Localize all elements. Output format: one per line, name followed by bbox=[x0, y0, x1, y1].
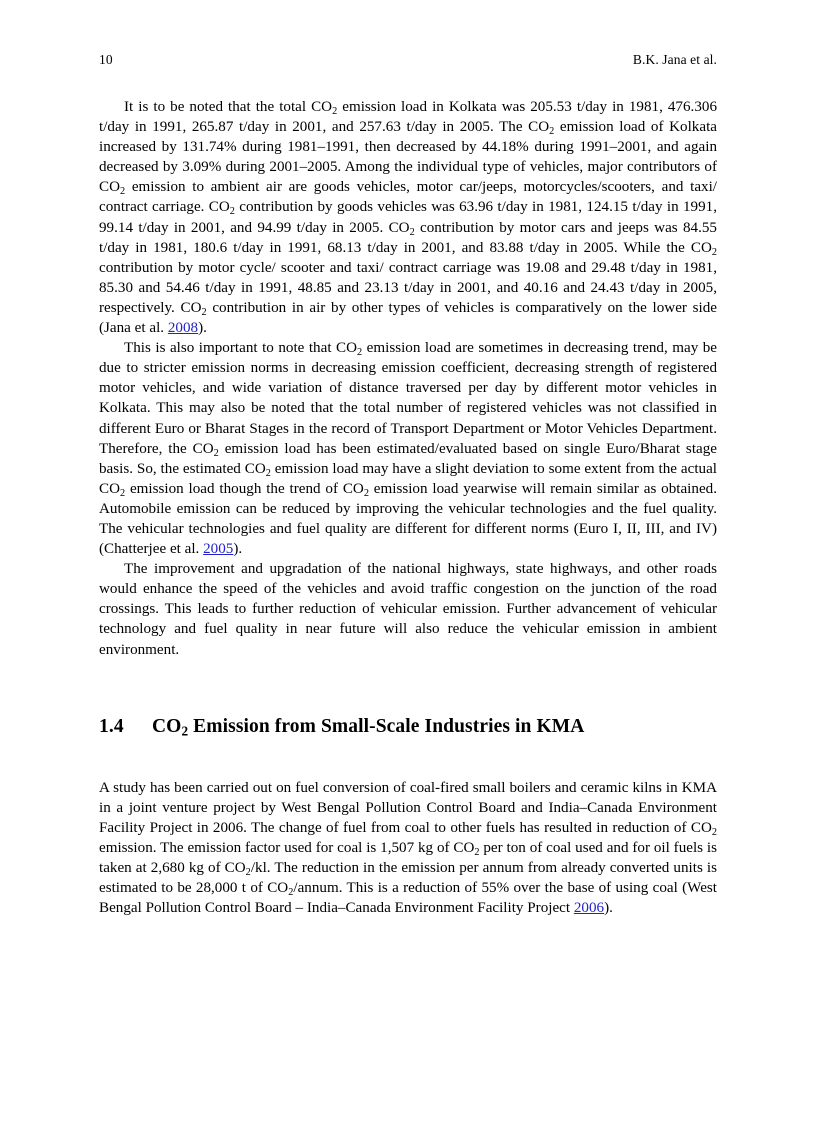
text-run: emission. The emission factor used for coal is 1,507 kg of CO bbox=[99, 839, 475, 856]
text-run: emission load are sometimes in decreasing trend, may be due to stricter emission norms in decreasing emission coefficient, decreasing strength of registered motor vehicles, and wide variation of distance traversed per day by different motor vehicles in Kolkata. This may also be noted that the total number of registered vehicles was not classified in different Euro or Bharat Stages in the record of Transport Department or Motor Vehicles Department. Therefore, the CO bbox=[99, 340, 718, 457]
citation-link-chatterjee-2005[interactable]: 2005 bbox=[203, 541, 234, 558]
subscript-2: 2 bbox=[711, 246, 717, 258]
text-run: contribution by goods vehicles was 63.96 t/day in 1981, 124.15 t/day in 1991, 99.14 t/day in 2001, and 94.99 t/day in 2005. CO bbox=[99, 199, 717, 236]
subscript-2: 2 bbox=[265, 467, 271, 479]
subscript-2: 2 bbox=[409, 226, 415, 238]
text-run: ). bbox=[604, 900, 613, 917]
subscript-2: 2 bbox=[549, 125, 555, 137]
paragraph-co2-emission-load bbox=[99, 97, 717, 338]
text-run: contribution by motor cycle/ scooter and taxi/ contract carriage was 19.08 and 29.48 t/day in 1981, 85.30 and 54.46 t/day in 1991, 48.85 and 23.13 t/day in 2001, and 40.16 and 24.43 t/day in 2005, respectively. CO bbox=[99, 259, 717, 316]
text-run: /annum. This is a reduction of 55% over the base of using coal (West Bengal Pollution Control Board – India–Canada Environment Facility Project bbox=[99, 880, 717, 917]
subscript-2: 2 bbox=[120, 186, 126, 198]
text-run: contribution by motor cars and jeeps was 84.55 t/day in 1981, 180.6 t/day in 1991, 68.13 t/day in 2001, and 83.88 t/day in 2005. While the CO bbox=[99, 219, 717, 256]
text-run: per ton of coal used and for oil fuels is taken at 2,680 kg of CO bbox=[99, 839, 717, 876]
text-run: CO bbox=[152, 715, 182, 737]
body-text-column bbox=[99, 97, 717, 918]
text-run: ). bbox=[198, 320, 207, 337]
section-heading-1-4 bbox=[99, 715, 717, 739]
text-run: Emission from Small-Scale Industries in KMA bbox=[188, 715, 585, 737]
paragraph-small-scale-industries bbox=[99, 778, 717, 919]
citation-link-jana-2008[interactable]: 2008 bbox=[167, 320, 199, 337]
subscript-2: 2 bbox=[213, 447, 219, 459]
text-run: ). bbox=[233, 541, 243, 558]
text-run: emission load yearwise will remain similar as obtained. Automobile emission can be reduced by improving the vehicular technologies and the fuel quality. The vehicular technologies and fuel quality are different for different norms (Euro I, II, III, and IV) (Chatterjee et al. bbox=[99, 480, 717, 558]
text-run: /kl. The reduction in the emission per annum from already converted units is estimated to be 28,000 t of CO bbox=[99, 860, 717, 897]
running-head bbox=[99, 52, 717, 68]
subscript-2: 2 bbox=[201, 306, 207, 318]
subscript-2: 2 bbox=[363, 487, 369, 499]
paragraph-emission-trend bbox=[99, 338, 717, 559]
running-head-authors: B.K. Jana et al. bbox=[632, 52, 717, 67]
citation-link-wbpcb-2006[interactable]: 2006 bbox=[573, 900, 605, 917]
subscript-2: 2 bbox=[711, 826, 717, 838]
section-number: 1.4 bbox=[99, 715, 124, 737]
text-run: emission load has been estimated/evaluated based on single Euro/Bharat stage basis. So, the estimated CO bbox=[99, 440, 717, 477]
subscript-2: 2 bbox=[357, 346, 363, 358]
heading-space-above bbox=[99, 660, 717, 715]
text-run: It is to be noted that the total CO bbox=[124, 99, 333, 115]
section-title bbox=[152, 715, 584, 739]
text-run: emission load may have a slight deviation to some extent from the actual CO bbox=[99, 460, 717, 497]
subscript-2: 2 bbox=[288, 886, 294, 898]
subscript-2: 2 bbox=[181, 723, 189, 739]
subscript-2: 2 bbox=[120, 487, 126, 499]
text-run: A study has been carried out on fuel conversion of coal-fired small boilers and ceramic kilns in KMA in a joint venture project by West Bengal Pollution Control Board and India–Canada Environment Facility Project in 2006. The change of fuel from coal to other fuels has resulted in reduction of CO bbox=[99, 779, 717, 836]
text-run: emission to ambient air are goods vehicles, motor car/jeeps, motorcycles/scooters, and taxi/ contract carriage. CO bbox=[99, 179, 717, 216]
text-run: emission load though the trend of CO bbox=[125, 480, 364, 497]
text-run: contribution in air by other types of vehicles is comparatively on the lower side (Jana et al. bbox=[99, 299, 717, 337]
subscript-2: 2 bbox=[245, 866, 251, 878]
heading-space-below bbox=[99, 739, 717, 778]
subscript-2: 2 bbox=[474, 846, 480, 858]
text-run: This is also important to note that CO bbox=[124, 340, 358, 357]
page-number: 10 bbox=[99, 52, 113, 67]
text-run: emission load in Kolkata was 205.53 t/day in 1981, 476.306 t/day in 1991, 265.87 t/day in 2001, and 257.63 t/day in 2005. The CO bbox=[99, 99, 717, 136]
text-run: emission load of Kolkata increased by 131.74% during 1981–1991, then decreased by 44.18% during 1991–2001, and again decreased by 3.09% during 2001–2005. Among the individual type of vehicles, major contributors of CO bbox=[99, 119, 717, 196]
subscript-2: 2 bbox=[332, 105, 338, 117]
paragraph-road-improvement: The improvement and upgradation of the national highways, state highways, and other roads would enhance the speed of the vehicles and avoid traffic congestion on the junction of the road crossings. This leads to further reduction of vehicular emission. Further advancement of vehicular technology and fuel quality in near future will also reduce the vehicular emission in ambient environment. bbox=[99, 561, 717, 658]
subscript-2: 2 bbox=[229, 206, 235, 218]
